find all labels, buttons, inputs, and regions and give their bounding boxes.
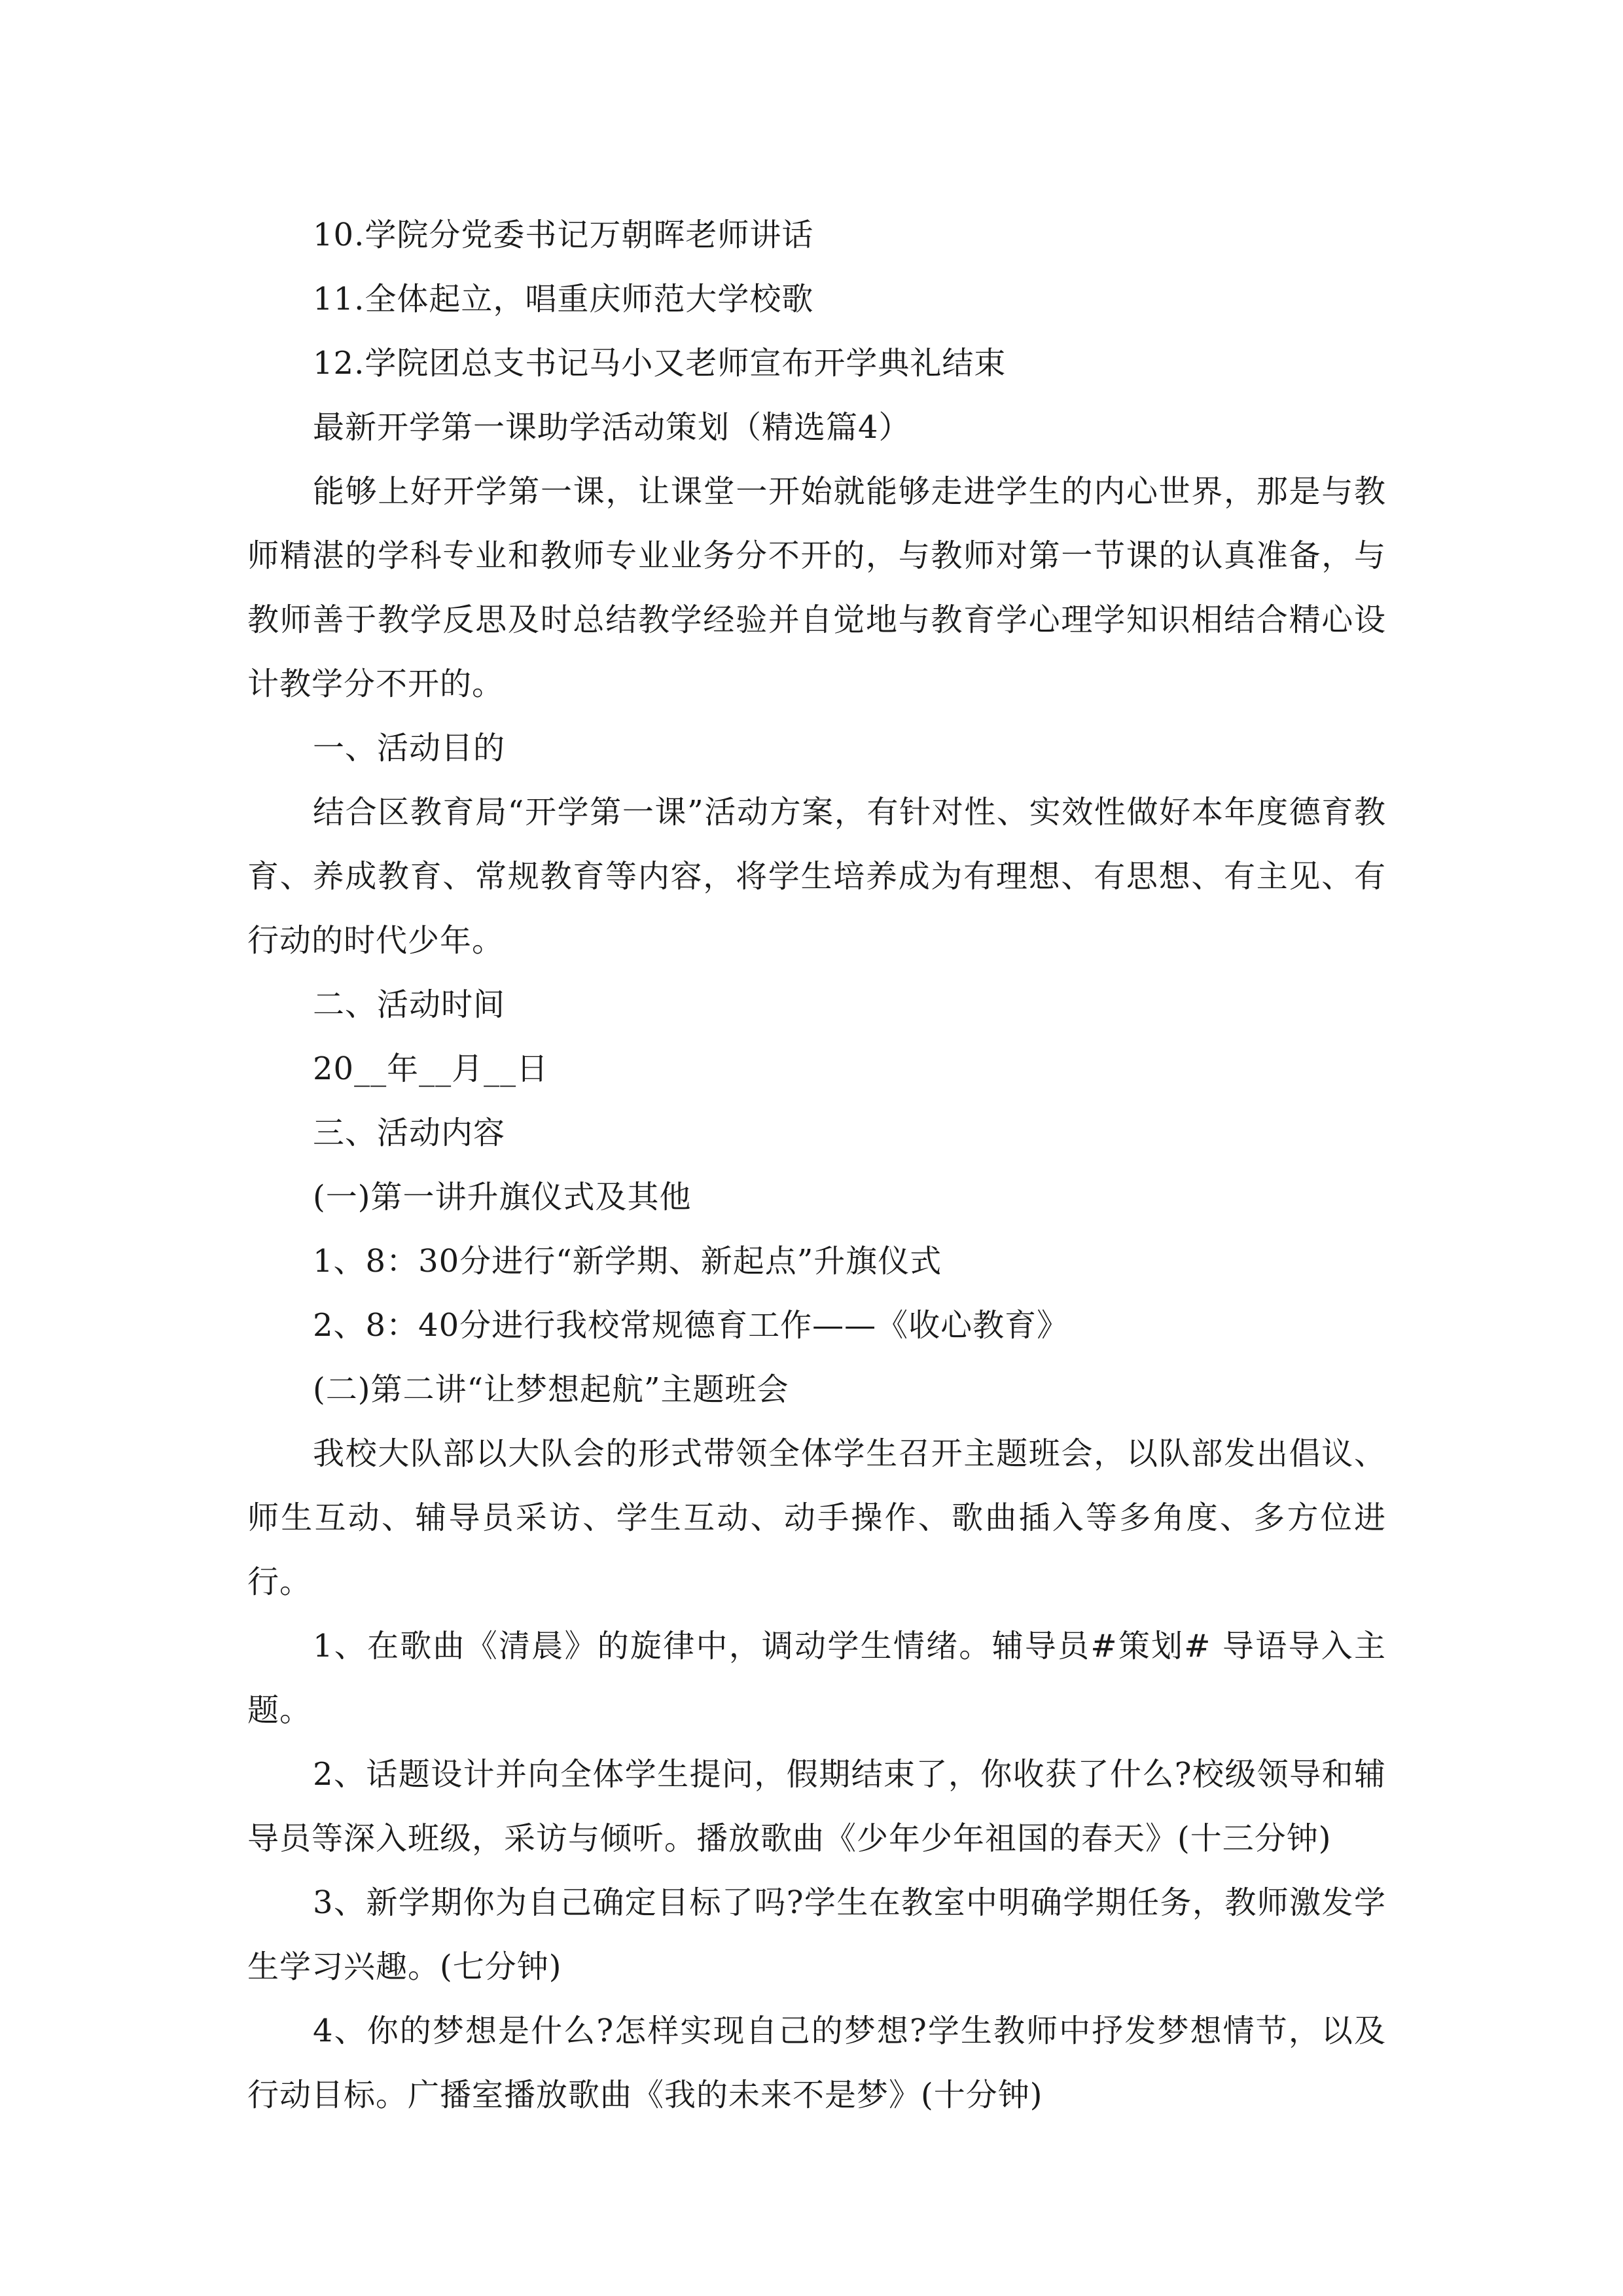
lecture-2-item-3: 3、新学期你为自己确定目标了吗?学生在教室中明确学期任务，教师激发学生学习兴趣。(七分钟) <box>247 1884 1386 1985</box>
document-body <box>247 203 1386 2127</box>
agenda-item-12: 12.学院团总支书记马小又老师宣布开学典礼结束 <box>313 345 1007 382</box>
heading-time: 二、活动时间 <box>313 986 506 1023</box>
lecture-2-item-1: 1、在歌曲《清晨》的旋律中，调动学生情绪。辅导员#策划# 导语导入主题。 <box>247 1628 1386 1729</box>
subheading-lecture-1: (一)第一讲升旗仪式及其他 <box>313 1179 692 1215</box>
intro-paragraph: 能够上好开学第一课，让课堂一开始就能够走进学生的内心世界，那是与教师精湛的学科专业和教师专业业务分不开的，与教师对第一节课的认真准备，与教师善于教学反思及时总结教学经验并自觉地与教育学心理学知识相结合精心设计教学分不开的。 <box>247 473 1386 702</box>
lecture-2-item-2: 2、话题设计并向全体学生提问，假期结束了，你收获了什么?校级领导和辅导员等深入班级，采访与倾听。播放歌曲《少年少年祖国的春天》(十三分钟) <box>247 1756 1386 1857</box>
lecture-2-paragraph: 我校大队部以大队会的形式带领全体学生召开主题班会，以队部发出倡议、师生互动、辅导员采访、学生互动、动手操作、歌曲插入等多角度、多方位进行。 <box>247 1435 1386 1600</box>
lecture-1-item-1: 1、8：30分进行“新学期、新起点”升旗仪式 <box>313 1243 942 1280</box>
lecture-1-item-2: 2、8：40分进行我校常规德育工作——《收心教育》 <box>313 1307 1069 1344</box>
heading-content: 三、活动内容 <box>313 1115 506 1151</box>
agenda-item-11: 11.全体起立，唱重庆师范大学校歌 <box>313 281 814 317</box>
agenda-item-10: 10.学院分党委书记万朝晖老师讲话 <box>313 217 814 253</box>
date-line: 20__年__月__日 <box>313 1050 549 1087</box>
purpose-paragraph: 结合区教育局“开学第一课”活动方案，有针对性、实效性做好本年度德育教育、养成教育、常规教育等内容，将学生培养成为有理想、有思想、有主见、有行动的时代少年。 <box>247 794 1386 959</box>
subheading-lecture-2: (二)第二讲“让梦想起航”主题班会 <box>313 1371 789 1408</box>
heading-purpose: 一、活动目的 <box>313 730 506 766</box>
section-title: 最新开学第一课助学活动策划（精选篇4） <box>313 409 911 446</box>
lecture-2-item-4: 4、你的梦想是什么?怎样实现自己的梦想?学生教师中抒发梦想情节，以及行动目标。广播室播放歌曲《我的未来不是梦》(十分钟) <box>247 2013 1386 2113</box>
